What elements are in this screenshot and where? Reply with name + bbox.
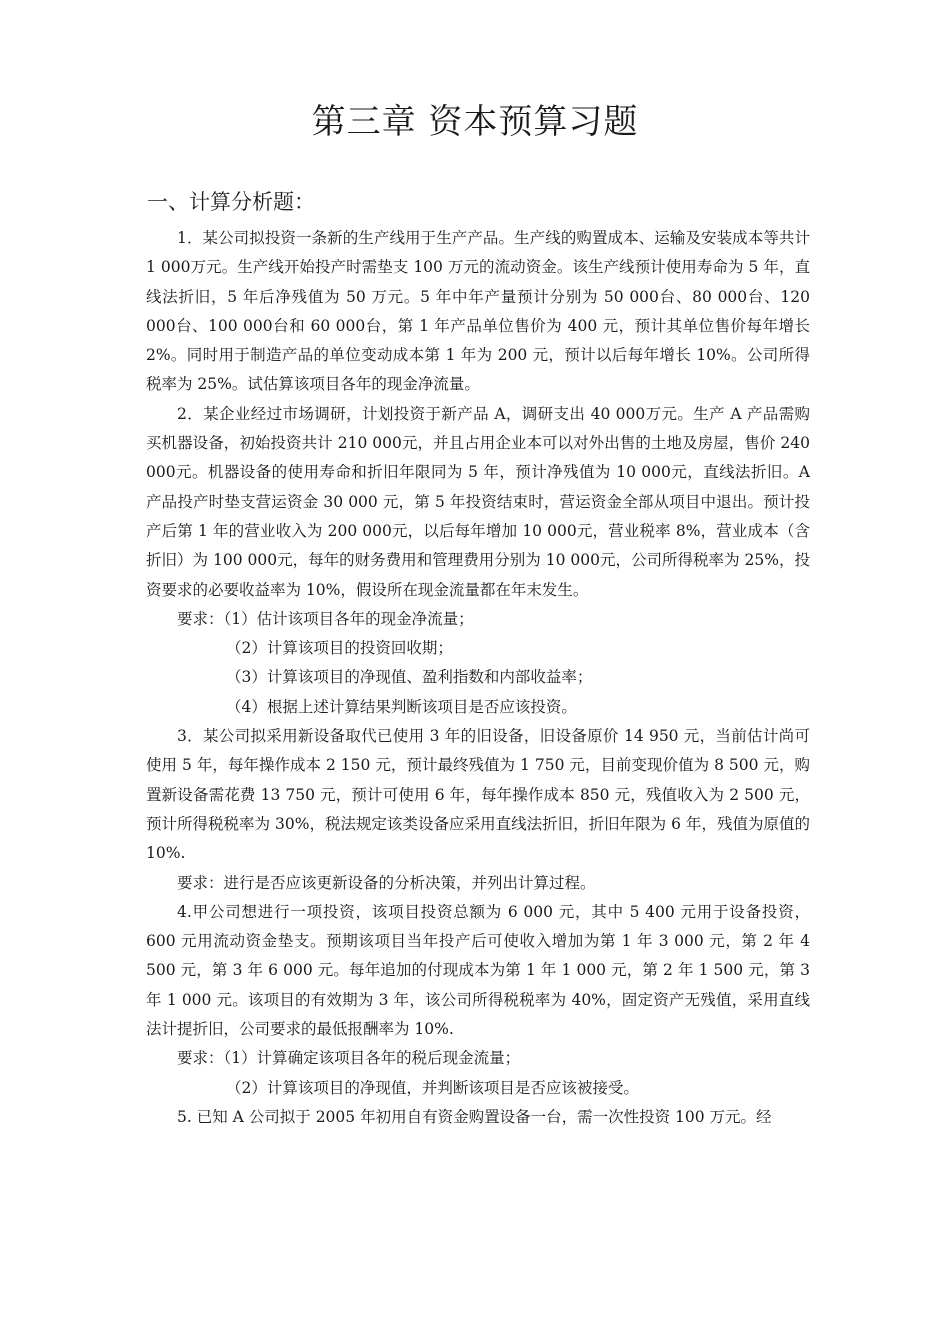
- document-body: [146, 224, 810, 1132]
- question-1-paragraph: 1．某公司拟投资一条新的生产线用于生产产品。生产线的购置成本、运输及安装成本等共计 1 000万元。生产线开始投产时需垫支 100 万元的流动资金。该生产线预计使用寿命为 5 年，直线法折旧，5 年后净残值为 50 万元。5 年中年产量预计分别为 50 000台、80 000台、120 000台、100 000台和 60 000台，第 1 年产品单位售价为 400 元，预计其单位售价每年增长 2%。同时用于制造产品的单位变动成本第 1 年为 200 元，预计以后每年增长 10%。公司所得税率为 25%。试估算该项目各年的现金净流量。: [146, 229, 810, 394]
- question-5-paragraph: 5. 已知 A 公司拟于 2005 年初用自有资金购置设备一台，需一次性投资 100 万元。经: [177, 1107, 772, 1126]
- question-2-requirement-1: 要求：（1）估计该项目各年的现金净流量；: [177, 609, 474, 628]
- question-2-paragraph: 2．某企业经过市场调研，计划投资于新产品 A，调研支出 40 000万元。生产 A 产品需购买机器设备，初始投资共计 210 000元，并且占用企业本可以对外出售的土地及房屋，售价 240 000元。机器设备的使用寿命和折旧年限同为 5 年，预计净残值为 10 000元，直线法折旧。A 产品投产时垫支营运资金 30 000 元，第 5 年投资结束时，营运资金全部从项目中退出。预计投产后第 1 年的营业收入为 200 000元，以后每年增加 10 000元，营业税率 8%，营业成本（含折旧）为 100 000元，每年的财务费用和管理费用分别为 10 000元，公司所得税率为 25%，投资要求的必要收益率为 10%，假设所在现金流量都在年末发生。: [146, 404, 810, 599]
- question-2-requirement-2: （2）计算该项目的投资回收期；: [226, 639, 453, 658]
- question-4-requirement-2: （2）计算该项目的净现值，并判断该项目是否应该被接受。: [226, 1078, 639, 1097]
- section-heading: 一、计算分析题：: [147, 190, 315, 214]
- question-4-paragraph: 4.甲公司想进行一项投资，该项目投资总额为 6 000 元，其中 5 400 元用于设备投资，600 元用流动资金垫支。预期该项目当年投产后可使收入增加为第 1 年 3 000 元，第 2 年 4 500 元，第 3 年 6 000 元。每年追加的付现成本为第 1 年 1 000 元，第 2 年 1 500 元，第 3 年 1 000 元。该项目的有效期为 3 年，该公司所得税税率为 40%，固定资产无残值，采用直线法计提折旧，公司要求的最低报酬率为 10%.: [146, 902, 810, 1039]
- question-4-requirement-1: 要求：（1）计算确定该项目各年的税后现金流量；: [177, 1049, 521, 1068]
- question-3-requirement: 要求：进行是否应该更新设备的分析决策，并列出计算过程。: [177, 873, 596, 892]
- question-2-requirement-3: （3）计算该项目的净现值、盈利指数和内部收益率；: [226, 668, 593, 687]
- question-3-paragraph: 3．某公司拟采用新设备取代已使用 3 年的旧设备，旧设备原价 14 950 元，当前估计尚可使用 5 年，每年操作成本 2 150 元，预计最终残值为 1 750 元，目前变现价值为 8 500 元，购置新设备需花费 13 750 元，预计可使用 6 年，每年操作成本 850 元，残值收入为 2 500 元，预计所得税税率为 30%，税法规定该类设备应采用直线法折旧，折旧年限为 6 年，残值为原值的 10%.: [146, 727, 810, 863]
- question-2-requirement-4: （4）根据上述计算结果判断该项目是否应该投资。: [226, 697, 577, 716]
- page-title: 第三章 资本预算习题: [311, 102, 639, 142]
